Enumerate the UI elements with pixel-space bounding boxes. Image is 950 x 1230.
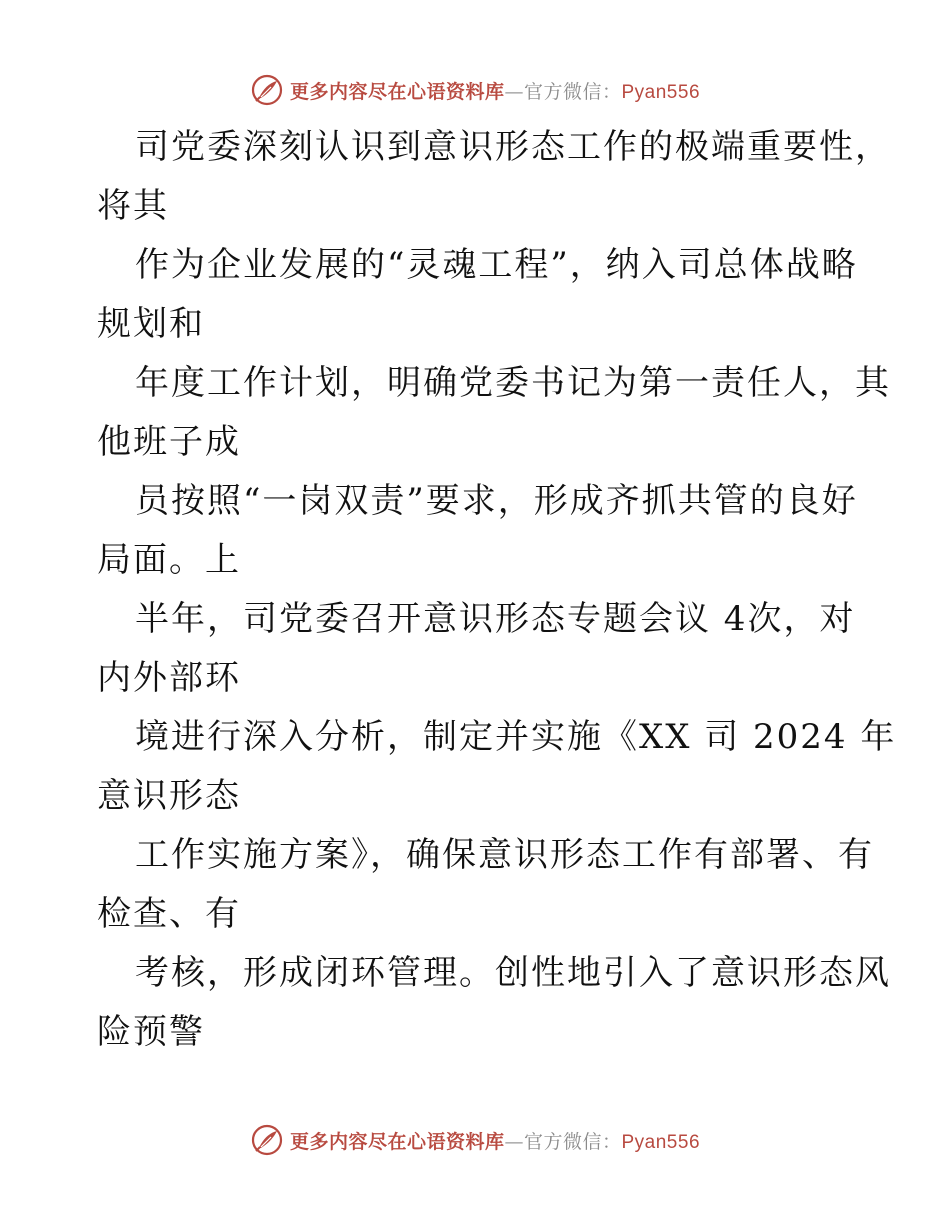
body-line: 年度工作计划，明确党委书记为第一责任人，其 (135, 363, 891, 403)
footer-text (290, 1127, 700, 1154)
body-line: 内外部环 (97, 658, 241, 698)
body-line: 考核，形成闭环管理。创性地引入了意识形态风 (135, 953, 891, 993)
body-line: 他班子成 (97, 422, 241, 462)
body-line: 司党委深刻认识到意识形态工作的极端重要性， (135, 127, 891, 167)
header-text (290, 77, 700, 104)
body-line: 作为企业发展的“灵魂工程”，纳入司总体战略 (135, 245, 858, 285)
footer-wechat-label: 官方微信： (523, 1130, 622, 1153)
header-wechat-id: Pyan556 (621, 81, 701, 103)
header-banner (0, 70, 950, 110)
footer-banner (0, 1120, 950, 1160)
body-line: 局面。上 (97, 540, 241, 580)
header-wechat-label: 官方微信： (523, 80, 622, 103)
feather-pen-logo-icon (250, 73, 284, 107)
header-main-text: 更多内容尽在心语资料库 (289, 80, 505, 103)
body-line: 工作实施方案》，确保意识形态工作有部署、有 (135, 835, 874, 875)
body-line: 将其 (97, 186, 169, 226)
body-line: 意识形态 (97, 776, 241, 816)
body-line: 半年，司党委召开意识形态专题会议 4次，对 (135, 599, 856, 639)
footer-wechat-id: Pyan556 (621, 1131, 701, 1153)
body-line: 员按照“一岗双责”要求，形成齐抓共管的良好 (135, 481, 858, 521)
document-body (97, 118, 897, 1062)
body-line: 境进行深入分析，制定并实施《XX 司 2024 年 (135, 717, 897, 757)
footer-main-text: 更多内容尽在心语资料库 (289, 1130, 505, 1153)
body-line: 险预警 (97, 1012, 205, 1052)
header-separator: — (504, 80, 524, 103)
feather-pen-logo-icon (250, 1123, 284, 1157)
body-line: 检查、有 (97, 894, 241, 934)
body-line: 规划和 (97, 304, 205, 344)
footer-separator: — (504, 1130, 524, 1153)
